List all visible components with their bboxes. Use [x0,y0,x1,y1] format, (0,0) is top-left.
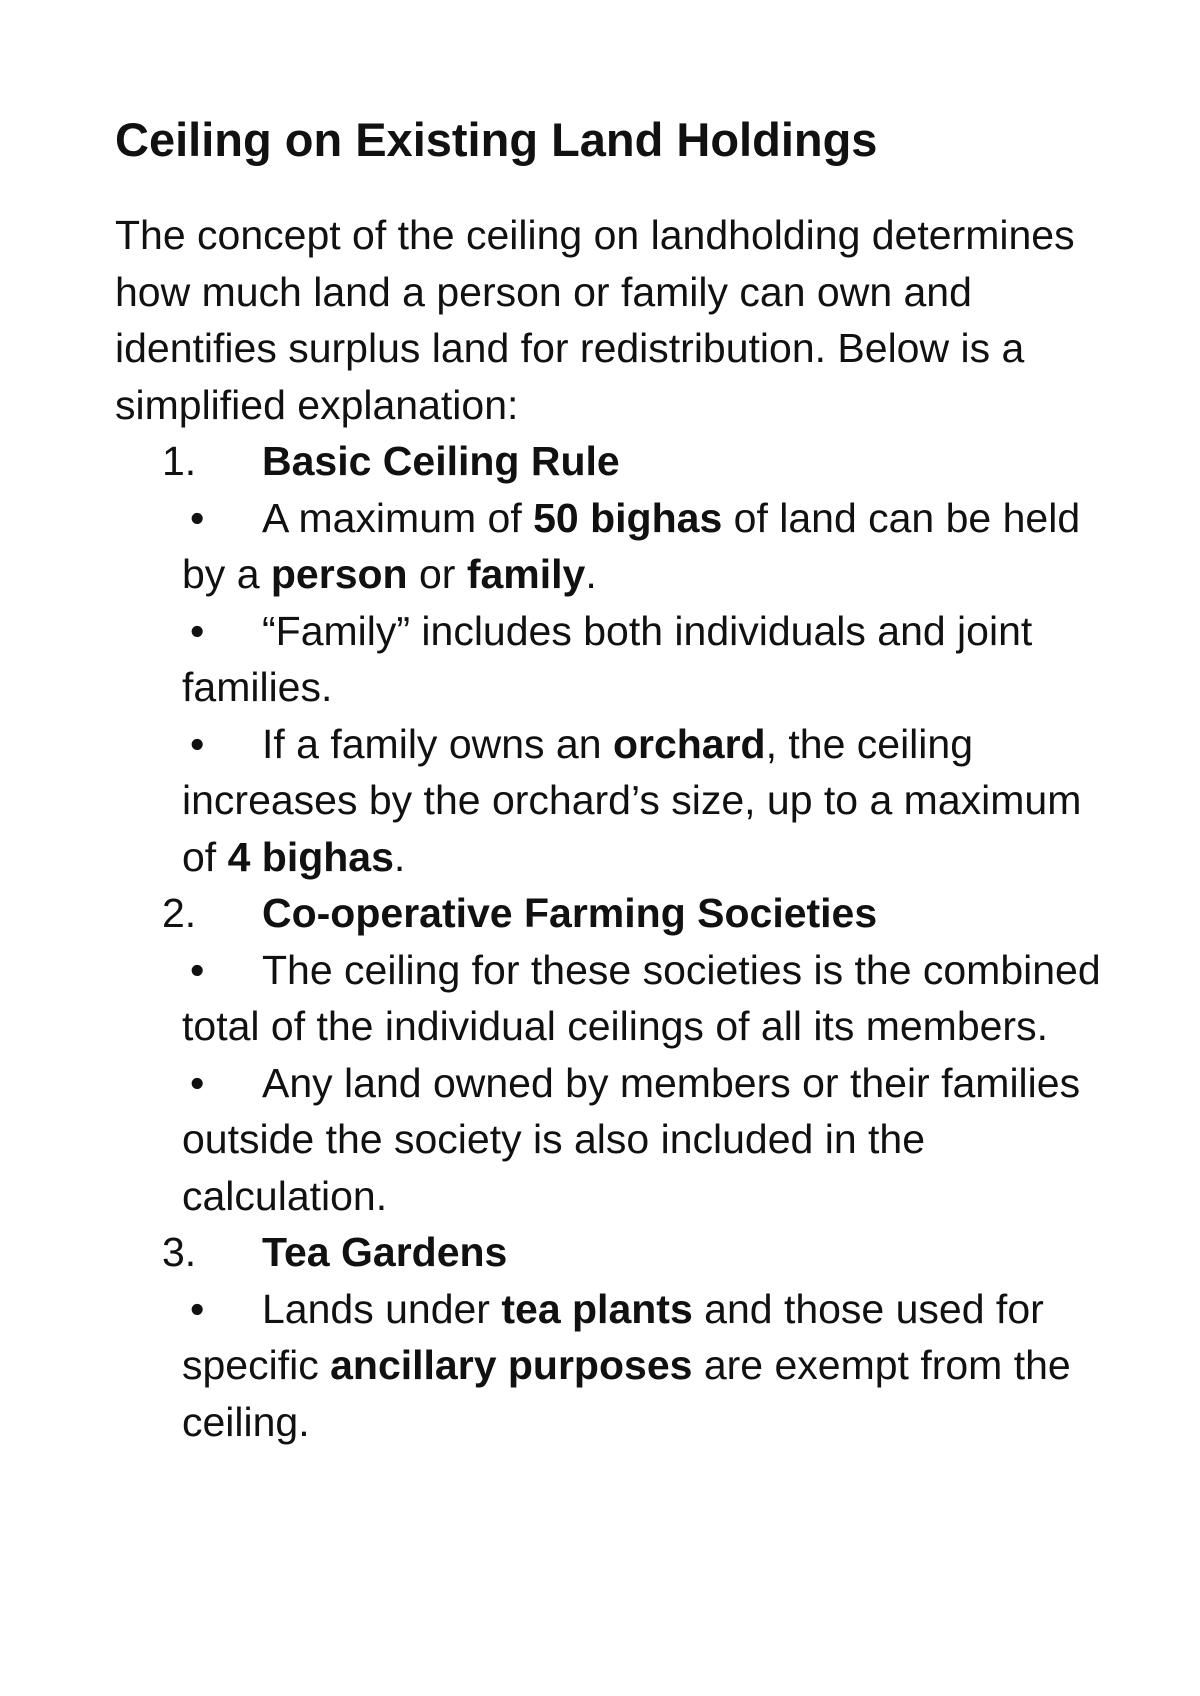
section-tea-gardens [115,1224,1105,1450]
intro-paragraph: The concept of the ceiling on landholding determines how much land a person or family can own and identifies surplus land for redistribution. Below is a simplified explanation: [115,212,1075,428]
list-item [182,603,1107,716]
section-cooperative-farming [115,885,1105,1224]
bullet-text: of land can be held by a [182,494,1081,597]
bold-term: person [270,551,408,597]
bullet-text: A maximum of [262,494,534,541]
bold-term: 50 bighas [533,494,723,541]
list-item [182,1055,1107,1225]
document-page [115,110,1105,1450]
bullet-text: If a family owns an [262,720,613,767]
bullet-marker: • [190,607,205,654]
section-number: 2. [162,890,197,936]
bold-term: ancillary purposes [330,1342,693,1388]
section-number: 3. [162,1229,197,1275]
bullet-marker: • [190,1059,205,1106]
bold-term: orchard [612,720,766,767]
list-item [182,1281,1107,1451]
bullet-text: “Family” includes both individuals and joint families. [182,607,1033,710]
bullet-text: . [585,551,597,597]
bullet-text: The ceiling for these societies is the combined total of the individual ceilings of all its members. [182,946,1101,1049]
bullet-marker: • [190,1285,205,1332]
section-basic-ceiling-rule [115,433,1105,885]
section-title: Tea Gardens [262,1229,508,1275]
bullet-text: or [407,551,467,597]
section-heading [115,885,1105,942]
section-title: Co-operative Farming Societies [262,890,878,936]
list-item [182,942,1107,1055]
bullet-text: Lands under [262,1285,502,1332]
bold-term: 4 bighas [227,833,394,880]
bold-term: family [466,551,586,597]
section-number: 1. [162,438,197,484]
page-title: Ceiling on Existing Land Holdings [115,113,878,166]
section-heading [115,1224,1105,1281]
bullet-text: . [393,833,406,880]
bullet-marker: • [190,494,205,541]
bullet-text: are exempt from the ceiling. [182,1342,1071,1445]
bullet-marker: • [190,720,205,767]
list-item [182,716,1107,886]
bold-term: tea plants [501,1285,693,1332]
list-item [182,490,1107,603]
bullet-text: Any land owned by members or their families outside the society is also included in the calculation. [182,1059,1081,1219]
section-heading [115,433,1105,490]
bullet-marker: • [190,946,205,993]
section-title: Basic Ceiling Rule [262,438,620,484]
bullet-text: , the ceiling increases by the orchard’s size, up to a maximum of [182,720,1082,880]
bullet-text: and those used for specific [182,1285,1044,1388]
